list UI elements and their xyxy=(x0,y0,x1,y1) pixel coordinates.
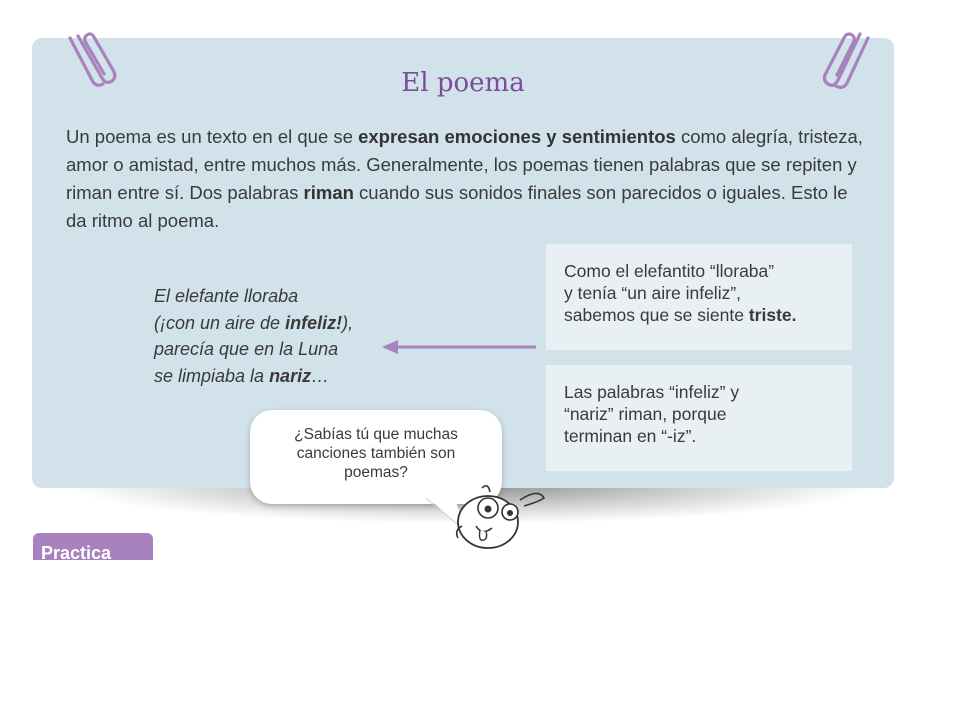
poem-line-2 xyxy=(154,310,454,337)
box2-line-1: Las palabras “infeliz” y xyxy=(564,382,740,402)
box2-line-3: terminan en “-iz”. xyxy=(564,426,697,446)
poem-line-2-c: ), xyxy=(342,312,354,333)
practice-tab-label: Practica xyxy=(41,543,112,560)
section-title: El poema xyxy=(401,68,525,98)
poem-line-4 xyxy=(154,363,454,390)
mascot-icon xyxy=(448,482,548,562)
poem-line-2-a: (¡con un aire de xyxy=(154,312,286,333)
box1-line-1: Como el elefantito “lloraba” xyxy=(564,261,775,281)
intro-text-3: cuando sus sonidos finales son parecidos o iguales. Esto le da ritmo al poema. xyxy=(66,182,848,231)
poem-line-4-c: … xyxy=(311,365,330,386)
poem-line-4-b: nariz xyxy=(269,365,312,386)
bubble-line-3: poemas? xyxy=(344,464,408,481)
intro-bold-1: expresan emociones y sentimientos xyxy=(358,126,676,147)
explanation-box-sentiment xyxy=(546,244,852,350)
intro-paragraph xyxy=(66,123,866,235)
box1-line-2: y tenía “un aire infeliz”, xyxy=(564,283,742,303)
intro-text-2: como alegría, tristeza, amor o amistad, entre muchos más. Generalmente, los poemas tienen palabras que se repiten y riman entre sí. Dos palabras xyxy=(66,126,863,203)
box1-line-3 xyxy=(564,304,834,326)
practice-tab xyxy=(33,533,153,560)
box2-line-2: “nariz” riman, porque xyxy=(564,404,727,424)
poem-line-1: El elefante lloraba xyxy=(154,286,299,306)
poem-line-4-a: se limpiaba la xyxy=(154,365,270,386)
explanation-box-rhyme xyxy=(546,365,852,471)
bubble-line-1: ¿Sabías tú que muchas xyxy=(294,426,458,443)
poem-line-2-b: infeliz! xyxy=(285,312,343,333)
intro-text-1: Un poema es un texto en el que se xyxy=(66,126,359,147)
poem-line-3: parecía que en la Luna xyxy=(154,339,339,359)
page-cutoff xyxy=(0,560,960,720)
box1-line-3-a: sabemos que se siente xyxy=(564,305,749,325)
arrow-left-icon xyxy=(380,336,540,358)
bubble-line-2: canciones también son xyxy=(296,445,456,462)
intro-bold-2: riman xyxy=(303,182,354,203)
box1-line-3-b: triste. xyxy=(748,305,797,325)
